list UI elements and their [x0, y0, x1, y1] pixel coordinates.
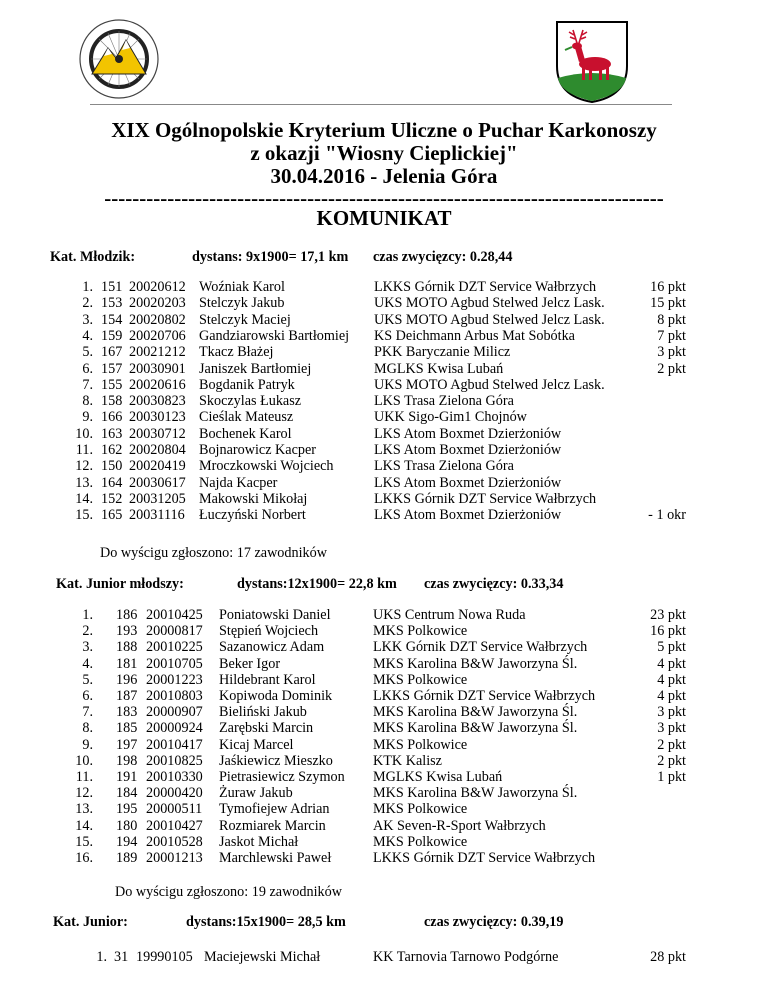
cell-lic: 20020802 [129, 311, 186, 328]
table-row [0, 295, 768, 311]
cell-lic: 20000817 [146, 623, 203, 640]
cell-num: 194 [116, 833, 138, 850]
cell-name: Bojnarowicz Kacper [199, 442, 316, 458]
cell-pos: 7. [82, 376, 93, 393]
cell-pos: 9. [82, 736, 93, 753]
table-row [0, 801, 768, 817]
cell-pos: 14. [75, 490, 93, 507]
cell-name: Gandziarowski Bartłomiej [199, 327, 350, 344]
cell-pts: 23 pkt [650, 607, 686, 623]
cell-pos: 1. [82, 279, 93, 295]
distance-junior-mlodszy: dystans:12x1900= 22,8 km [237, 576, 397, 592]
cell-lic: 20000924 [146, 720, 203, 737]
cell-lic: 20010425 [146, 607, 203, 623]
distance-mlodzik: dystans: 9x1900= 17,1 km [192, 249, 349, 265]
cell-lic: 20010330 [146, 769, 203, 785]
cell-pts: - 1 okr [648, 507, 686, 524]
cell-name: Cieślak Mateusz [199, 409, 294, 426]
table-row [0, 834, 768, 850]
cell-lic: 20020804 [129, 442, 186, 458]
cell-num: 152 [101, 490, 123, 507]
cell-num: 196 [116, 671, 138, 688]
cell-num: 159 [101, 327, 123, 344]
cell-name: Sazanowicz Adam [219, 639, 325, 656]
cell-num: 184 [116, 785, 138, 802]
cell-pts: 2 pkt [657, 752, 686, 769]
cell-pos: 6. [82, 360, 93, 377]
mountain-cycling-club-logo [78, 18, 160, 100]
cell-club: AK Seven-R-Sport Wałbrzych [373, 817, 546, 834]
cell-club: MKS Polkowice [373, 801, 468, 818]
cell-lic: 20020419 [129, 458, 186, 475]
cell-club: LKS Atom Boxmet Dzierżoniów [374, 507, 562, 524]
cell-pos: 1. [82, 607, 93, 623]
cell-club: LKKS Górnik DZT Service Wałbrzych [373, 688, 596, 704]
cell-lic: 20021212 [129, 344, 186, 361]
cell-name: Tymofiejew Adrian [219, 801, 330, 818]
cell-club: MKS Karolina B&W Jaworzyna Śl. [373, 655, 578, 672]
cell-num: 162 [101, 442, 123, 458]
title-line-3: 30.04.2016 - Jelenia Góra [270, 164, 498, 188]
cell-name: Skoczylas Łukasz [199, 393, 302, 410]
cell-num: 185 [116, 720, 138, 737]
cell-pts: 16 pkt [650, 279, 686, 295]
cell-num: 180 [116, 817, 138, 834]
cell-club: LKS Atom Boxmet Dzierżoniów [374, 442, 562, 458]
cell-name: Poniatowski Daniel [219, 607, 331, 623]
cell-club: MKS Polkowice [373, 671, 468, 688]
cell-club: UKS MOTO Agbud Stelwed Jelcz Lask. [374, 311, 605, 328]
cell-num: 189 [116, 850, 138, 866]
cell-num: 151 [101, 279, 123, 295]
title-line-1: XIX Ogólnopolskie Kryterium Uliczne o Puchar Karkonoszy [111, 118, 657, 142]
cell-pts: 16 pkt [650, 623, 686, 640]
cell-lic: 20010417 [146, 736, 203, 753]
cell-pts: 5 pkt [657, 639, 686, 656]
cell-club: LKS Atom Boxmet Dzierżoniów [374, 425, 562, 442]
cell-pos: 2. [82, 295, 93, 312]
cell-pos: 13. [75, 801, 93, 818]
cell-lic: 20020203 [129, 295, 186, 312]
cell-name: Stelczyk Jakub [199, 295, 285, 312]
cell-num: 198 [116, 752, 138, 769]
cell-pos: 15. [75, 833, 93, 850]
cell-club: MKS Polkowice [373, 833, 468, 850]
cell-pts: 3 pkt [657, 344, 686, 361]
cell-num: 191 [116, 769, 138, 785]
cell-num: 158 [101, 393, 123, 410]
table-row [0, 475, 768, 491]
cell-lic: 20010825 [146, 752, 203, 769]
cell-name: Stępień Wojciech [219, 623, 319, 640]
cell-pts: 2 pkt [657, 736, 686, 753]
table-row [0, 720, 768, 736]
cell-pos: 4. [82, 327, 93, 344]
cell-num: 165 [101, 507, 123, 524]
cell-club: PKK Baryczanie Milicz [374, 344, 511, 361]
cell-name: Woźniak Karol [199, 279, 285, 295]
table-row [0, 672, 768, 688]
cell-num: 183 [116, 704, 138, 721]
entries-count-junior-mlodszy: Do wyścigu zgłoszono: 19 zawodników [115, 884, 342, 900]
cell-pos: 8. [82, 393, 93, 410]
table-row [0, 850, 768, 866]
cell-num: 195 [116, 801, 138, 818]
table-row [0, 491, 768, 507]
table-row [0, 785, 768, 801]
cell-name: Mroczkowski Wojciech [199, 458, 334, 475]
cell-num: 150 [101, 458, 123, 475]
table-row [0, 818, 768, 834]
cell-club: LKKS Górnik DZT Service Wałbrzych [374, 490, 597, 507]
cell-num: 157 [101, 360, 123, 377]
cell-lic: 20000511 [146, 801, 203, 818]
table-row [0, 753, 768, 769]
cell-name: Marchlewski Paweł [219, 850, 332, 866]
cell-pos: 2. [82, 623, 93, 640]
cell-lic: 20030712 [129, 425, 186, 442]
cell-pts: 4 pkt [657, 671, 686, 688]
cell-num: 186 [116, 607, 138, 623]
table-row [0, 344, 768, 360]
cell-lic: 20020616 [129, 376, 186, 393]
cell-name: Bogdanik Patryk [199, 376, 295, 393]
cell-name: Tkacz Błażej [199, 344, 274, 361]
cell-lic: 20001223 [146, 671, 203, 688]
cell-pos: 8. [82, 720, 93, 737]
cell-lic: 20031205 [129, 490, 186, 507]
cell-club: LKS Trasa Zielona Góra [374, 393, 514, 410]
cell-club: MGLKS Kwisa Lubań [373, 769, 503, 785]
table-row [0, 949, 768, 965]
table-row [0, 737, 768, 753]
cell-num: 163 [101, 425, 123, 442]
cell-lic: 20001213 [146, 850, 203, 866]
cell-club: KTK Kalisz [373, 752, 442, 769]
cell-lic: 20031116 [129, 507, 185, 524]
cell-pts: 28 pkt [650, 949, 686, 965]
komunikat-heading: KOMUNIKAT [316, 206, 452, 230]
cell-pos: 6. [82, 688, 93, 704]
cell-pos: 7. [82, 704, 93, 721]
table-row [0, 393, 768, 409]
cell-name: Bieliński Jakub [219, 704, 307, 721]
cell-name: Kopiwoda Dominik [219, 688, 333, 704]
cell-pts: 3 pkt [657, 704, 686, 721]
cell-name: Zarębski Marcin [219, 720, 314, 737]
cell-pos: 12. [75, 458, 93, 475]
cell-pos: 5. [82, 344, 93, 361]
cell-club: LKS Atom Boxmet Dzierżoniów [374, 474, 562, 491]
cell-club: LKK Górnik DZT Service Wałbrzych [373, 639, 588, 656]
cell-pts: 7 pkt [657, 327, 686, 344]
cell-club: KK Tarnovia Tarnowo Podgórne [373, 949, 559, 965]
table-row [0, 377, 768, 393]
cell-num: 155 [101, 376, 123, 393]
cell-lic: 19990105 [136, 949, 193, 965]
cell-lic: 20020706 [129, 327, 186, 344]
table-row [0, 426, 768, 442]
cell-pos: 1. [96, 949, 107, 965]
cell-name: Hildebrant Karol [219, 671, 316, 688]
cell-lic: 20010705 [146, 655, 203, 672]
cell-name: Stelczyk Maciej [199, 311, 291, 328]
separator-dashes: -------------------------------------------------------------------------------- [104, 186, 664, 210]
cell-num: 193 [116, 623, 138, 640]
winner-time-junior-mlodszy: czas zwycięzcy: 0.33,34 [424, 576, 564, 592]
category-label-junior: Kat. Junior: [53, 914, 128, 930]
cell-num: 31 [114, 949, 129, 965]
cell-name: Bochenek Karol [199, 425, 292, 442]
cell-pos: 13. [75, 474, 93, 491]
cell-name: Pietrasiewicz Szymon [219, 769, 345, 785]
cell-pos: 11. [75, 769, 93, 785]
cell-pts: 4 pkt [657, 655, 686, 672]
table-row [0, 328, 768, 344]
cell-club: MKS Polkowice [373, 623, 468, 640]
cell-pts: 15 pkt [650, 295, 686, 312]
cell-pos: 16. [75, 850, 93, 866]
table-row [0, 312, 768, 328]
cell-pos: 4. [82, 655, 93, 672]
cell-num: 181 [116, 655, 138, 672]
cell-num: 154 [101, 311, 123, 328]
cell-num: 188 [116, 639, 138, 656]
table-row [0, 279, 768, 295]
cell-lic: 20020612 [129, 279, 186, 295]
cell-pts: 8 pkt [657, 311, 686, 328]
table-row [0, 704, 768, 720]
table-row [0, 607, 768, 623]
cell-lic: 20030823 [129, 393, 186, 410]
cell-name: Jaśkiewicz Mieszko [219, 752, 333, 769]
table-row [0, 361, 768, 377]
deer-coat-of-arms [555, 20, 629, 104]
table-row [0, 656, 768, 672]
cell-name: Makowski Mikołaj [199, 490, 308, 507]
cell-pts: 4 pkt [657, 688, 686, 704]
cell-name: Żuraw Jakub [219, 785, 293, 802]
cell-pts: 1 pkt [657, 769, 686, 785]
cell-lic: 20000420 [146, 785, 203, 802]
cell-pos: 12. [75, 785, 93, 802]
cell-pos: 15. [75, 507, 93, 524]
cell-num: 153 [101, 295, 123, 312]
cell-pos: 3. [82, 639, 93, 656]
cell-club: LKKS Górnik DZT Service Wałbrzych [374, 279, 597, 295]
table-row [0, 623, 768, 639]
cell-name: Najda Kacper [199, 474, 278, 491]
cell-num: 197 [116, 736, 138, 753]
cell-club: KS Deichmann Arbus Mat Sobótka [374, 327, 575, 344]
cell-name: Kicaj Marcel [219, 736, 294, 753]
distance-junior: dystans:15x1900= 28,5 km [186, 914, 346, 930]
table-row [0, 409, 768, 425]
cell-pos: 10. [75, 425, 93, 442]
cell-num: 166 [101, 409, 123, 426]
cell-name: Rozmiarek Marcin [219, 817, 326, 834]
title-line-2: z okazji "Wiosny Cieplickiej" [250, 141, 518, 165]
category-label-junior-mlodszy: Kat. Junior młodszy: [56, 576, 184, 592]
cell-club: UKK Sigo-Gim1 Chojnów [374, 409, 527, 426]
cell-pos: 5. [82, 671, 93, 688]
category-label-mlodzik: Kat. Młodzik: [50, 249, 136, 265]
cell-pos: 3. [82, 311, 93, 328]
cell-club: LKS Trasa Zielona Góra [374, 458, 514, 475]
cell-lic: 20030901 [129, 360, 186, 377]
cell-lic: 20010528 [146, 833, 203, 850]
cell-pos: 10. [75, 752, 93, 769]
header-rule [90, 104, 672, 105]
cell-club: UKS Centrum Nowa Ruda [373, 607, 526, 623]
cell-pos: 11. [75, 442, 93, 458]
entries-count-mlodzik: Do wyścigu zgłoszono: 17 zawodników [100, 545, 327, 561]
cell-name: Łuczyński Norbert [199, 507, 306, 524]
cell-club: UKS MOTO Agbud Stelwed Jelcz Lask. [374, 376, 605, 393]
cell-num: 167 [101, 344, 123, 361]
table-row [0, 639, 768, 655]
cell-lic: 20030123 [129, 409, 186, 426]
winner-time-junior: czas zwycięzcy: 0.39,19 [424, 914, 564, 930]
cell-lic: 20010427 [146, 817, 203, 834]
cell-pos: 9. [82, 409, 93, 426]
cell-num: 164 [101, 474, 123, 491]
cell-name: Beker Igor [219, 655, 281, 672]
cell-club: MKS Polkowice [373, 736, 468, 753]
cell-club: MKS Karolina B&W Jaworzyna Śl. [373, 720, 578, 737]
cell-club: LKKS Górnik DZT Service Wałbrzych [373, 850, 596, 866]
cell-club: MKS Karolina B&W Jaworzyna Śl. [373, 785, 578, 802]
cell-club: MGLKS Kwisa Lubań [374, 360, 504, 377]
cell-name: Maciejewski Michał [204, 949, 321, 965]
cell-num: 187 [116, 688, 138, 704]
cell-club: UKS MOTO Agbud Stelwed Jelcz Lask. [374, 295, 605, 312]
cell-club: MKS Karolina B&W Jaworzyna Śl. [373, 704, 578, 721]
cell-pts: 3 pkt [657, 720, 686, 737]
table-row [0, 507, 768, 523]
table-row [0, 458, 768, 474]
cell-lic: 20000907 [146, 704, 203, 721]
winner-time-mlodzik: czas zwycięzcy: 0.28,44 [373, 249, 513, 265]
cell-name: Janiszek Bartłomiej [199, 360, 312, 377]
cell-lic: 20010803 [146, 688, 203, 704]
cell-pos: 14. [75, 817, 93, 834]
cell-pts: 2 pkt [657, 360, 686, 377]
table-row [0, 442, 768, 458]
cell-lic: 20010225 [146, 639, 203, 656]
cell-name: Jaskot Michał [219, 833, 299, 850]
cell-lic: 20030617 [129, 474, 186, 491]
table-row [0, 769, 768, 785]
table-row [0, 688, 768, 704]
